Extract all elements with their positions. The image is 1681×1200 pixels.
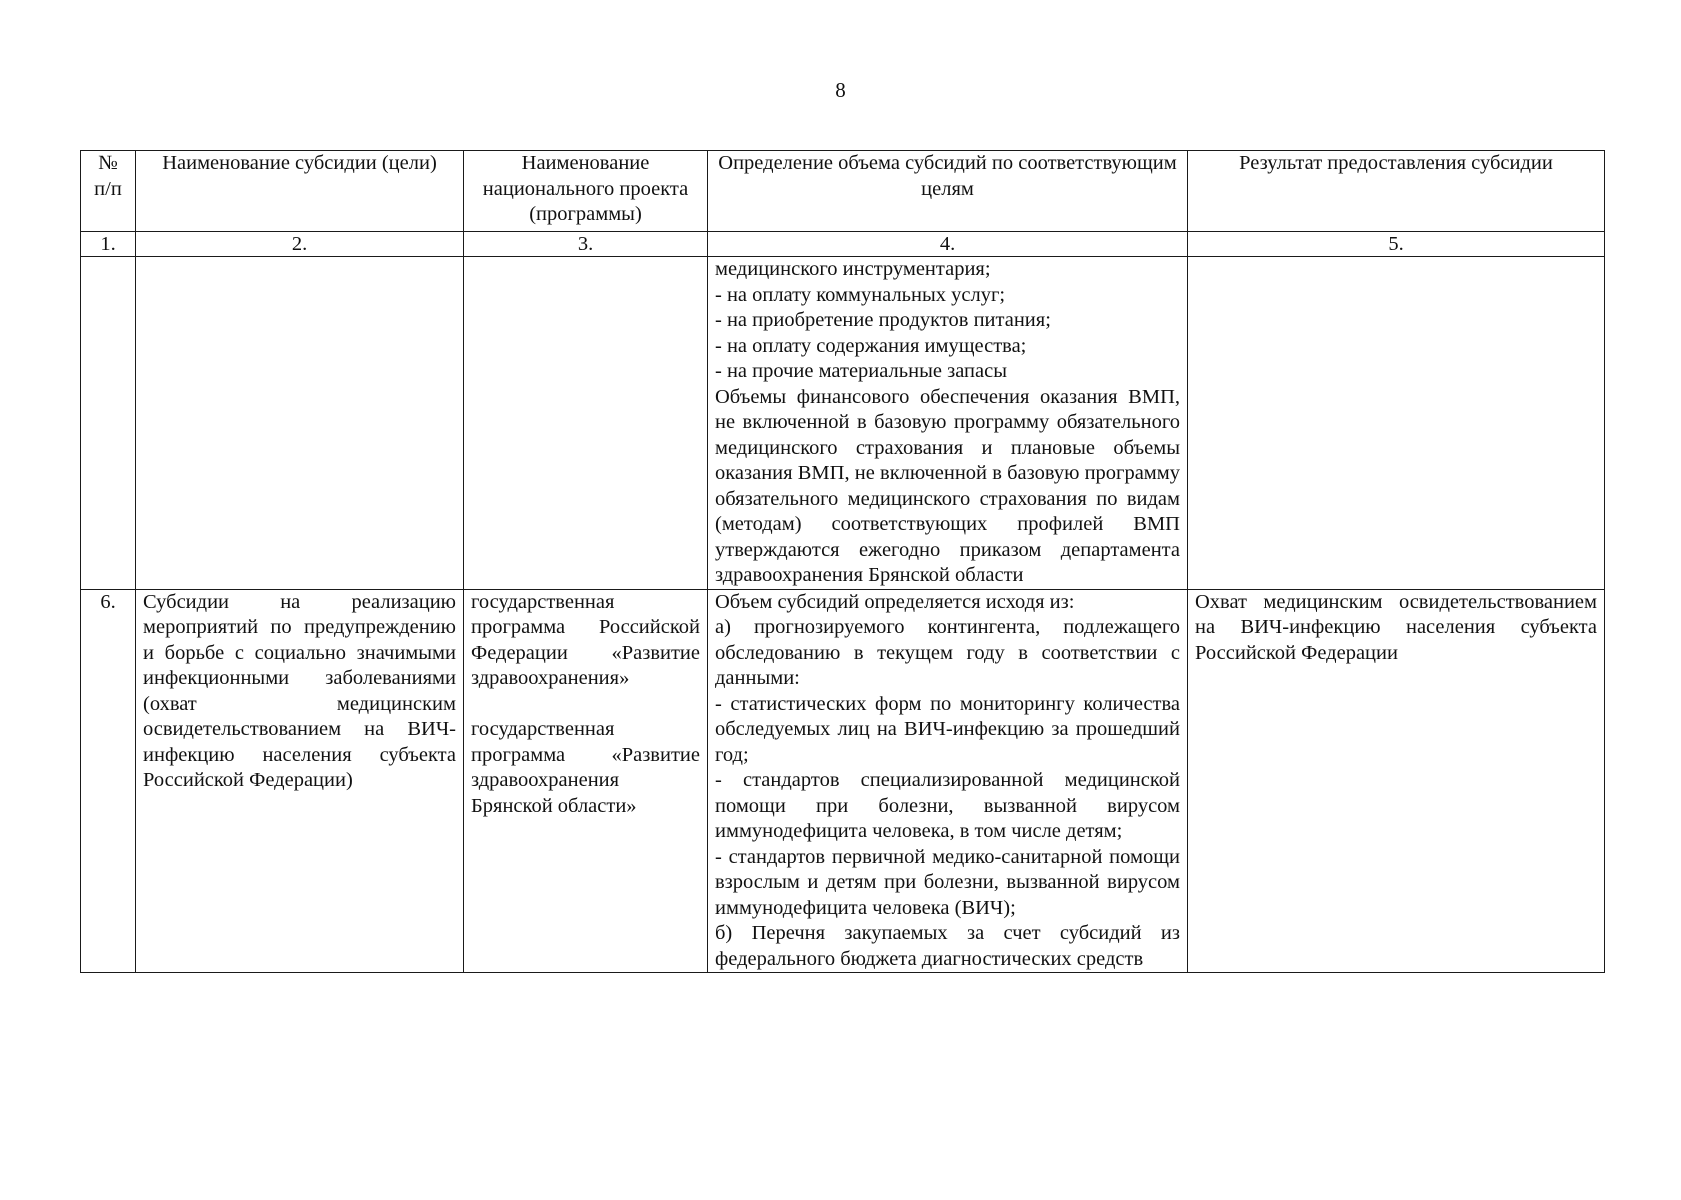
list-line: медицинского инструментария; <box>715 258 991 280</box>
column-number: 4. <box>708 232 1188 257</box>
volume-definition-cell <box>708 589 1188 973</box>
definition-line: - стандартов первичной медико-санитарной помощи взрослым и детям при болезни, вызванной вирусом иммунодефицита человека (ВИЧ); <box>715 845 1180 919</box>
column-number: 5. <box>1188 232 1605 257</box>
vmp-paragraph: Объемы финансового обеспечения оказания ВМП, не включенной в базовую программу обязательного медицинского страхования и плановые объемы оказания ВМП, не включенной в базовую программу обязательного медицинского страхования по видам (методам) соответствующих профилей ВМП утверждаются ежегодно приказом департамента здравоохранения Брянской области <box>715 385 1180 586</box>
cell-empty <box>464 257 708 590</box>
row-number: 6. <box>81 589 136 973</box>
subsidy-table <box>80 150 1605 973</box>
column-number-row <box>81 232 1605 257</box>
list-line: - на оплату содержания имущества; <box>715 334 1027 357</box>
table-row <box>81 257 1605 590</box>
list-line: - на оплату коммунальных услуг; <box>715 283 1006 306</box>
subsidy-name-cell: Субсидии на реализацию мероприятий по предупреждению и борьбе с социально значимыми инфекционными заболеваниями (охват медицинским освидетельствованием на ВИЧ-инфекцию населения субъекта Российской Федерации) <box>136 589 464 973</box>
column-number: 2. <box>136 232 464 257</box>
definition-line: б) Перечня закупаемых за счет субсидий из федерального бюджета диагностических средств <box>715 922 1180 970</box>
header-subsidy-volume: Определение объема субсидий по соответствующим целям <box>708 151 1188 232</box>
definition-line: - статистических форм по мониторингу количества обследуемых лиц на ВИЧ-инфекцию за прошедший год; <box>715 692 1180 766</box>
column-number: 3. <box>464 232 708 257</box>
national-project-cell <box>464 589 708 973</box>
volume-definition-cell <box>708 257 1188 590</box>
header-result: Результат предоставления субсидии <box>1188 151 1605 232</box>
header-subsidy-name: Наименование субсидии (цели) <box>136 151 464 232</box>
header-national-project: Наименование национального проекта (программы) <box>464 151 708 232</box>
list-line: - на приобретение продуктов питания; <box>715 309 1051 331</box>
program-federal: государственная программа Российской Федерации «Развитие здравоохранения» <box>471 590 700 689</box>
column-number: 1. <box>81 232 136 257</box>
list-line: - на прочие материальные запасы <box>715 360 1007 382</box>
header-number: № п/п <box>81 151 136 232</box>
program-regional: государственная программа «Развитие здравоохранения Брянской области» <box>471 718 700 817</box>
table-header-row <box>81 151 1605 232</box>
definition-line: а) прогнозируемого контингента, подлежащего обследованию в текущем году в соответствии с данными: <box>715 616 1180 689</box>
page-number: 8 <box>835 78 846 102</box>
cell-empty <box>81 257 136 590</box>
definition-line: - стандартов специализированной медицинской помощи при болезни, вызванной вирусом иммунодефицита человека, в том числе детям; <box>715 769 1180 842</box>
cell-empty <box>1188 257 1605 590</box>
result-cell: Охват медицинским освидетельствованием на ВИЧ-инфекцию населения субъекта Российской Федерации <box>1188 589 1605 973</box>
definition-line: Объем субсидий определяется исходя из: <box>715 590 1075 613</box>
cell-empty <box>136 257 464 590</box>
table-row <box>81 589 1605 973</box>
